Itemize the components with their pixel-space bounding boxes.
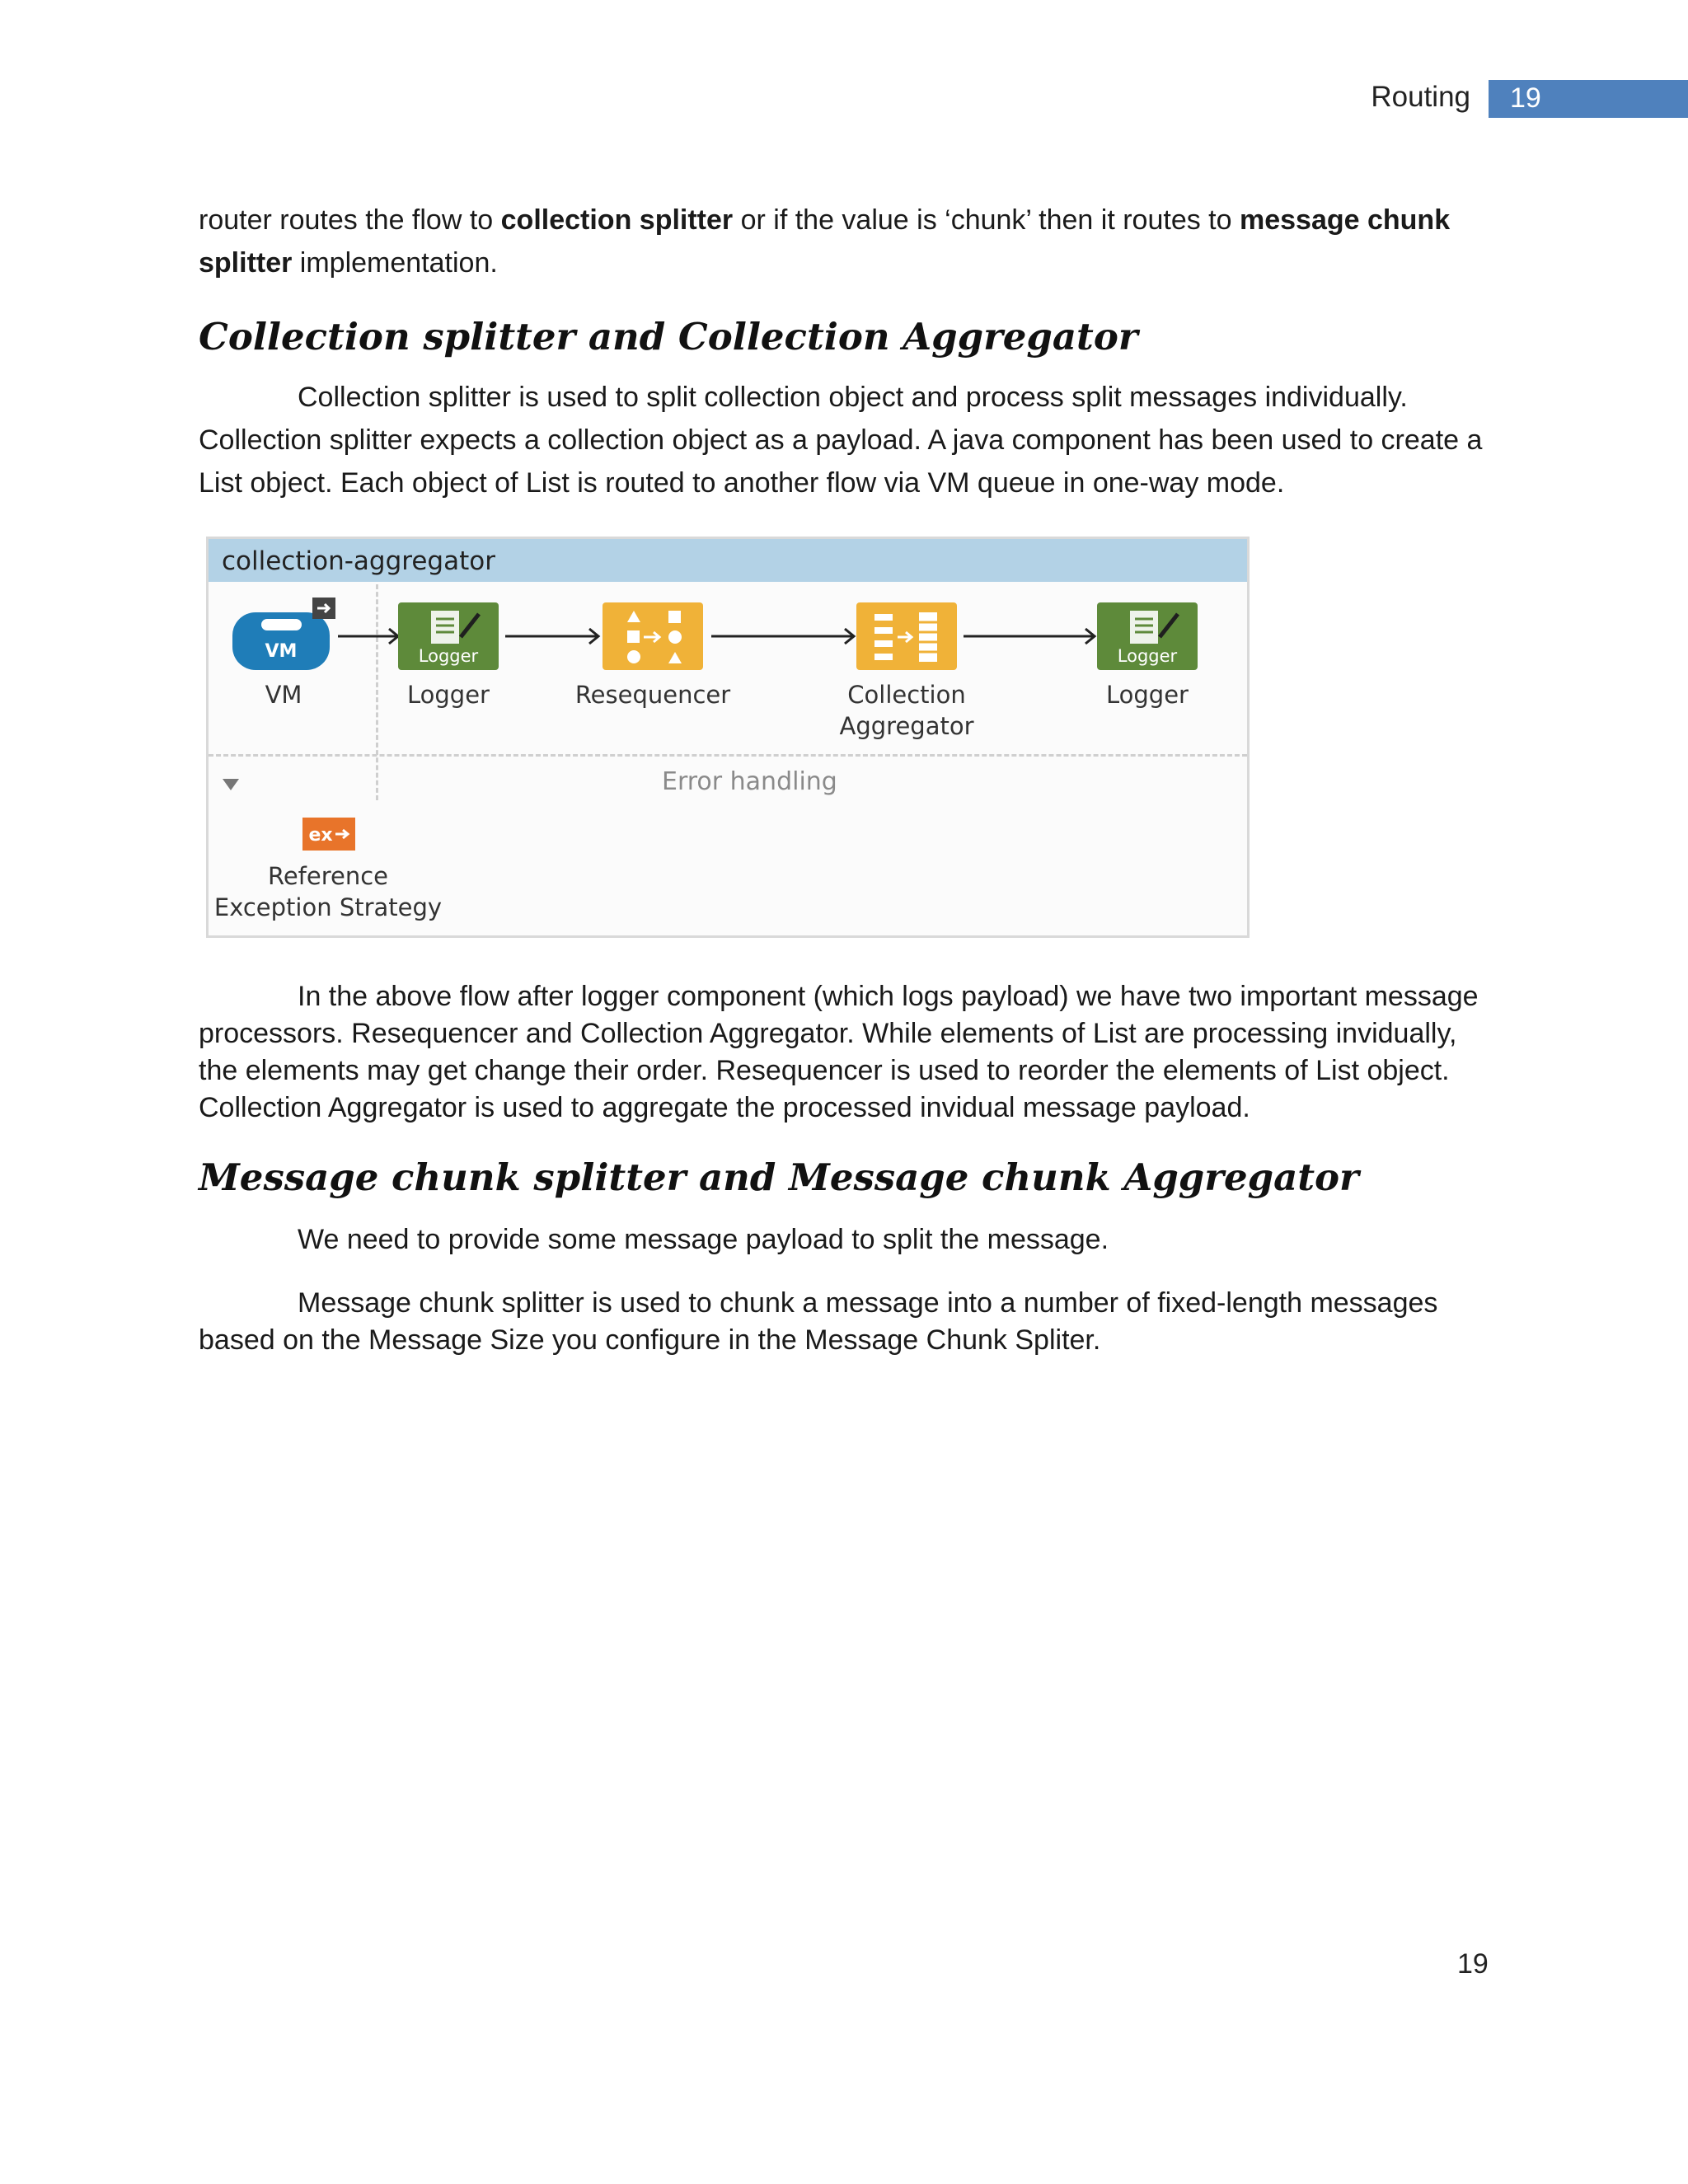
- running-header-label: Routing: [1371, 81, 1470, 113]
- intro-bold-2: message chunk splitter: [199, 204, 1451, 279]
- resequencer-icon[interactable]: [603, 602, 703, 670]
- node-label-collection-aggregator-line1: Collection: [847, 681, 966, 709]
- flow-diagram: [206, 537, 1250, 938]
- intro-bold-1: collection splitter: [500, 204, 734, 236]
- section1-paragraph: Collection splitter is used to split collection object and process split messages individually. Collection splitter expects a collection object as a payload. A java component has been used to create a List object. Each object of List is routed to another flow via VM queue in one-way mode.: [199, 382, 1483, 499]
- intro-text-2: or if the value is ‘chunk’ then it routes to: [733, 204, 1240, 236]
- collection-aggregator-icon[interactable]: [856, 602, 957, 670]
- section2-paragraph-1: We need to provide some message payload to split the message.: [298, 1224, 1109, 1255]
- node-label-vm: VM: [265, 681, 302, 709]
- flow-arrow: [504, 624, 603, 649]
- flow-arrow: [962, 624, 1099, 649]
- node-label-collection-aggregator: [816, 679, 997, 742]
- flow-arrow: [710, 624, 858, 649]
- intro-paragraph: [199, 199, 1493, 284]
- vm-icon-text: VM: [265, 641, 298, 662]
- node-label-resequencer: Resequencer: [574, 681, 731, 709]
- flow-name: collection-aggregator: [222, 546, 495, 576]
- vm-endpoint-icon[interactable]: [232, 598, 335, 670]
- node-label-logger-1: Logger: [407, 681, 490, 709]
- error-handling-separator: [209, 754, 1247, 757]
- intro-text-3: implementation.: [292, 247, 498, 279]
- logger-icon[interactable]: [1097, 602, 1198, 670]
- logger-icon-text: Logger: [418, 646, 479, 666]
- after-diagram-paragraph: In the above flow after logger component (which logs payload) we have two important message processors. Resequencer and Collection Aggregator. While elements of List are processing invidually, the elements may get change their order. Resequencer is used to reorder the elements of List object. Collection Aggregator is used to aggregate the processed invidual message payload.: [199, 981, 1479, 1123]
- node-label-logger-2: Logger: [1106, 681, 1189, 709]
- section2-paragraph-2: Message chunk splitter is used to chunk a message into a number of fixed-length messages based on the Message Size you configure in the Message Chunk Spliter.: [199, 1287, 1438, 1356]
- error-handling-title: Error handling: [662, 767, 837, 796]
- section-heading-collection: Collection splitter and Collection Aggregator: [199, 315, 1138, 359]
- page-number-bar: [1489, 80, 1688, 118]
- logger-icon[interactable]: [398, 602, 499, 670]
- section-heading-message-chunk: Message chunk splitter and Message chunk Aggregator: [199, 1155, 1359, 1199]
- source-separator: [376, 584, 378, 800]
- footer-page-number: 19: [1457, 1948, 1489, 1980]
- exception-label-line1: Reference: [267, 862, 389, 890]
- collapse-triangle-icon[interactable]: [223, 779, 239, 790]
- flow-title-bar: [209, 539, 1247, 582]
- reference-exception-strategy-label: [209, 860, 448, 923]
- intro-text-1: router routes the flow to: [199, 204, 501, 236]
- exception-icon-text: ex: [308, 825, 333, 846]
- logger-icon-text: Logger: [1117, 646, 1178, 666]
- header-page-number: 19: [1510, 82, 1541, 114]
- flow-arrow: [336, 624, 402, 649]
- node-label-collection-aggregator-line2: Aggregator: [839, 712, 974, 740]
- exception-label-line2: Exception Strategy: [213, 893, 443, 921]
- exception-strategy-icon[interactable]: [302, 818, 355, 851]
